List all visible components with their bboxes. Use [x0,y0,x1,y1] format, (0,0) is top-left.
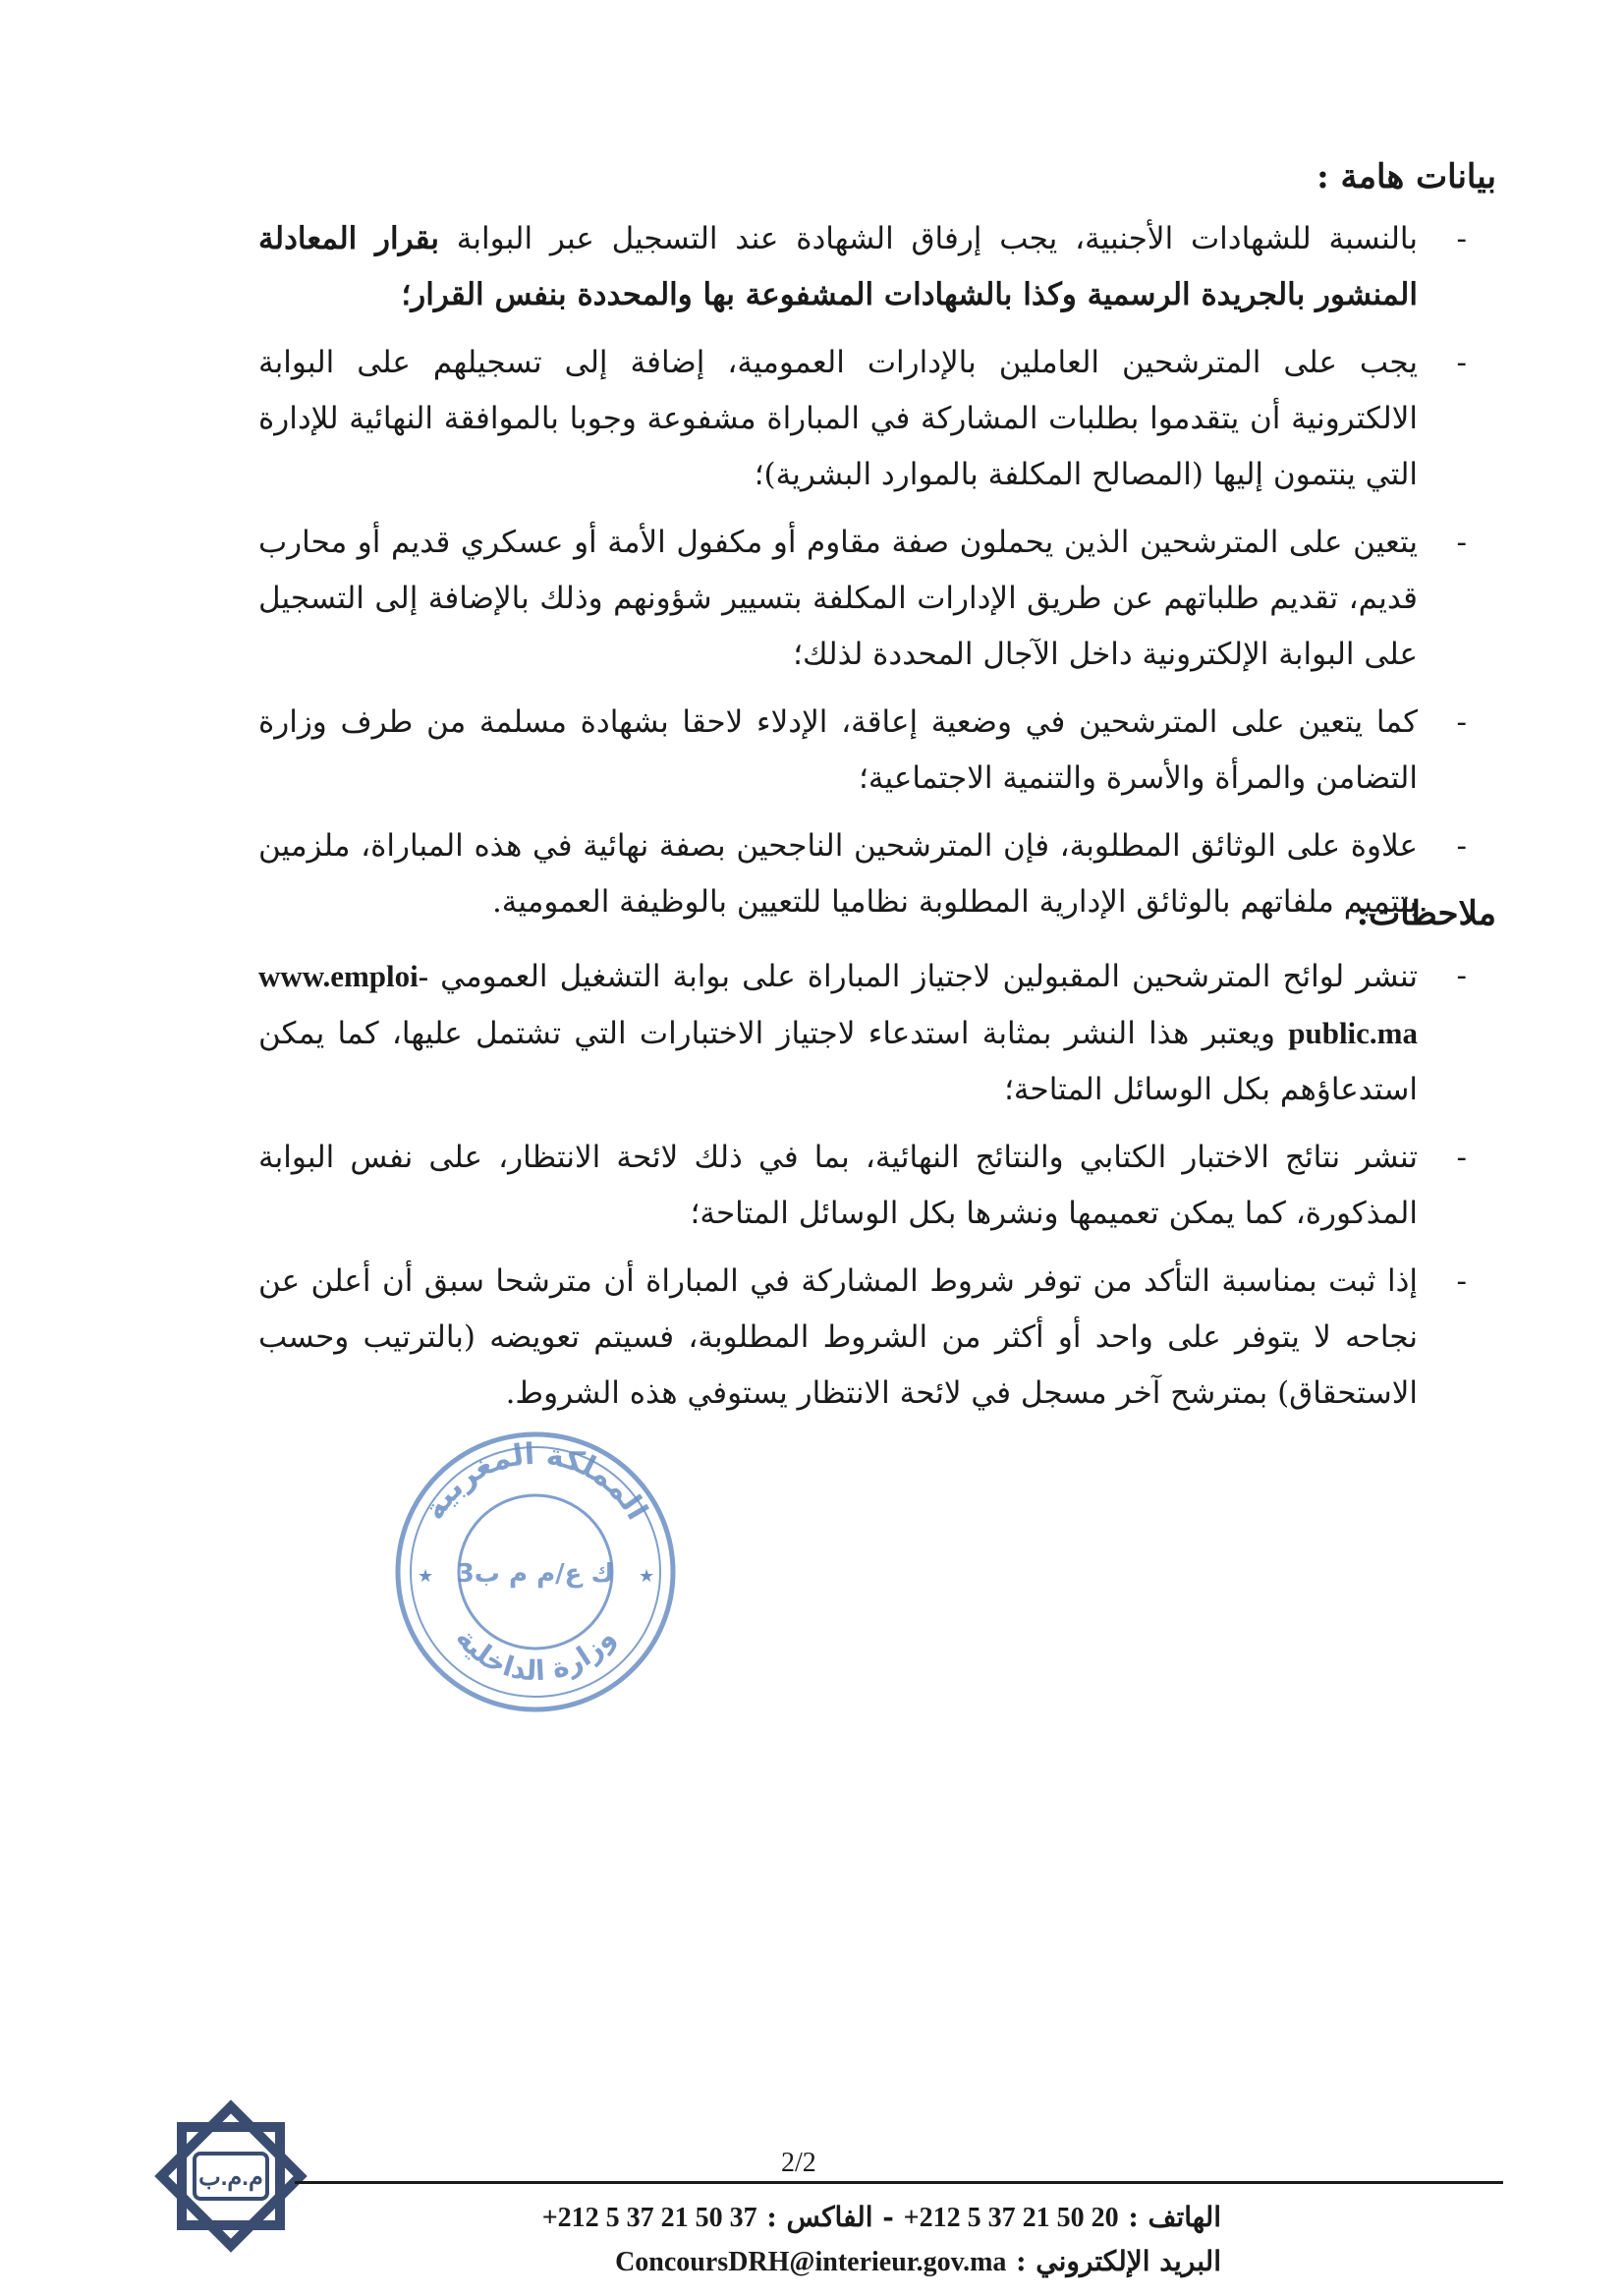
phone-number: +212 5 37 21 50 20 [903,2203,1119,2233]
stamp-center-text: ك ع/م م ب3 [456,1559,615,1589]
official-stamp [388,1425,683,1719]
important-heading: بيانات هامة : [1316,157,1496,196]
footer-divider [295,2181,1503,2184]
email-label: البريد الإلكتروني : [1016,2245,1221,2277]
fax-number: +212 5 37 21 50 37 [541,2203,757,2233]
footer-email-line [615,2245,1221,2278]
phone-label: الهاتف : [1128,2201,1221,2233]
star-icon: ★ [418,1566,434,1587]
notes-heading: ملاحظات: [1356,894,1496,933]
email-link[interactable]: ConcoursDRH@interieur.gov.ma [615,2247,1007,2277]
list-item: - كما يتعين على المترشحين في وضعية إعاقة، الإدلاء لاحقا بشهادة مسلمة من طرف وزارة التضامن والمرأة والأسرة والتنمية الاجتماعية؛ [258,704,1467,796]
star-icon: ★ [639,1566,655,1587]
stamp-bottom-text: وزارة الداخلية [449,1621,622,1688]
notes-list [258,948,1467,1433]
important-list [258,211,1467,942]
fax-label: - الفاكس : [766,2201,894,2233]
list-item: - إذا ثبت بمناسبة التأكد من توفر شروط المشاركة في المباراة أن مترشحا سبق أن أعلن عن نجاحه لا يتوفر على واحد أو أكثر من الشروط المطلوبة، فسيتم تعويضه (بالترتيب وحسب الاستحقاق) بمترشح آخر مسجل في لائحة الانتظار يستوفي هذه الشروط. [258,1263,1467,1411]
portal-link[interactable]: www.emploi-public.ma [258,959,1418,1050]
footer-contact-line [542,2201,1221,2234]
list-item: - يجب على المترشحين العاملين بالإدارات العمومية، إضافة إلى تسجيلهم على البوابة الالكترونية أن يتقدموا بطلبات المشاركة في المباراة مشفوعة وجوبا بالموافقة النهائية للإدارة التي ينتمون إليها (المصالح المكلفة بالموارد البشرية)؛ [258,345,1467,492]
list-item: - يتعين على المترشحين الذين يحملون صفة مقاوم أو مكفول الأمة أو عسكري قديم أو محارب قديم، تقديم طلباتهم عن طريق الإدارات المكلفة بتسيير شؤونهم وذلك بالإضافة إلى التسجيل على البوابة الإلكترونية داخل الآجال المحددة لذلك؛ [258,525,1467,672]
list-item: - تنشر لوائح المترشحين المقبولين لاجتياز المباراة على بوابة التشغيل العمومي www.emploi-public.ma ويعتبر هذا النشر بمثابة استدعاء لاجتياز الاختبارات التي تشتمل عليها، كما يمكن استدعاؤهم بكل الوسائل المتاحة؛ [258,958,1467,1107]
logo-text: م.م.ب [198,2164,263,2191]
stamp-top-text: المملكة المغربية [417,1436,654,1527]
list-item: - بالنسبة للشهادات الأجنبية، يجب إرفاق الشهادة عند التسجيل عبر البوابة بقرار المعادلة المنشور بالجريدة الرسمية وكذا بالشهادات المشفوعة بها والمحددة بنفس القرار؛ [258,221,1467,312]
page-number: 2/2 [781,2148,816,2178]
list-item: - تنشر نتائج الاختبار الكتابي والنتائج النهائية، بما في ذلك لائحة الانتظار، على نفس البوابة المذكورة، كما يمكن تعميمها ونشرها بكل الوسائل المتاحة؛ [258,1140,1467,1231]
list-item: - علاوة على الوثائق المطلوبة، فإن المترشحين الناجحين بصفة نهائية في هذه المباراة، ملزمين بتتميم ملفاتهم بالوثائق الإدارية المطلوبة نظاميا للتعيين بالوظيفة العمومية. [258,828,1467,920]
ministry-logo [147,2093,314,2260]
